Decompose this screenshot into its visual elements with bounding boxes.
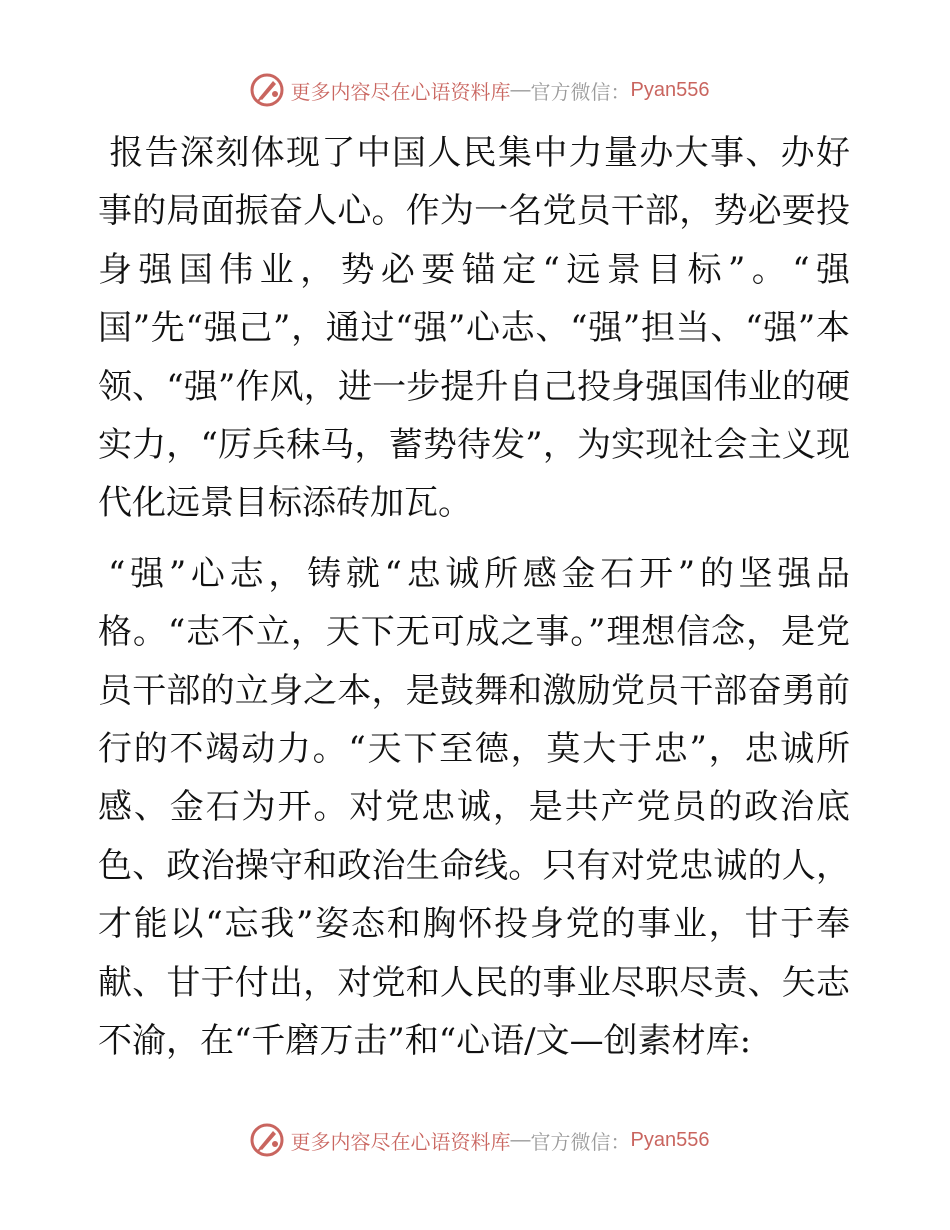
watermark-content — [249, 1122, 710, 1158]
watermark-official-label: 官方微信： — [530, 79, 631, 104]
watermark-official-label: 官方微信： — [530, 1129, 631, 1154]
watermark-separator: — — [510, 1128, 531, 1151]
watermark-brand-text: 更多内容尽在心语资料库 — [290, 79, 511, 104]
watermark-wechat-id: Pyan556 — [630, 78, 710, 101]
quill-pen-icon — [249, 1122, 285, 1158]
header-watermark — [0, 70, 950, 110]
document-body — [98, 124, 850, 1071]
paragraph-2-text: “强”心志，铸就“忠诚所感金石开”的坚强品格。“志不立，天下无可成之事。”理想信念，是党员干部的立身之本，是鼓舞和激励党员干部奋勇前行的不竭动力。“天下至德，莫大于忠”，忠诚所感、金石为开。对党忠诚，是共产党员的政治底色、政治操守和政治生命线。只有对党忠诚的人，才能以“忘我”姿态和胸怀投身党的事业，甘于奉献、甘于付出，对党和人民的事业尽职尽责、矢志不渝，在“千磨万击”和“心语/文—创素材库: — [98, 553, 850, 1062]
paragraph-1-text: 报告深刻体现了中国人民集中力量办大事、办好事的局面振奋人心。作为一名党员干部，势必要投身强国伟业，势必要锚定“远景目标”。“强国”先“强己”，通过“强”心志、“强”担当、“强”本领、“强”作风，进一步提升自己投身强国伟业的硬实力，“厉兵秣马，蓄势待发”，为实现社会主义现代化远景目标添砖加瓦。 — [98, 133, 850, 524]
watermark-separator: — — [510, 78, 531, 101]
paragraph-2 — [98, 545, 850, 1071]
watermark-brand-text: 更多内容尽在心语资料库 — [290, 1129, 511, 1154]
footer-watermark — [0, 1120, 950, 1160]
watermark-wechat-id: Pyan556 — [630, 1128, 710, 1151]
quill-pen-icon — [249, 72, 285, 108]
watermark-content — [249, 72, 710, 108]
paragraph-1 — [98, 124, 850, 533]
